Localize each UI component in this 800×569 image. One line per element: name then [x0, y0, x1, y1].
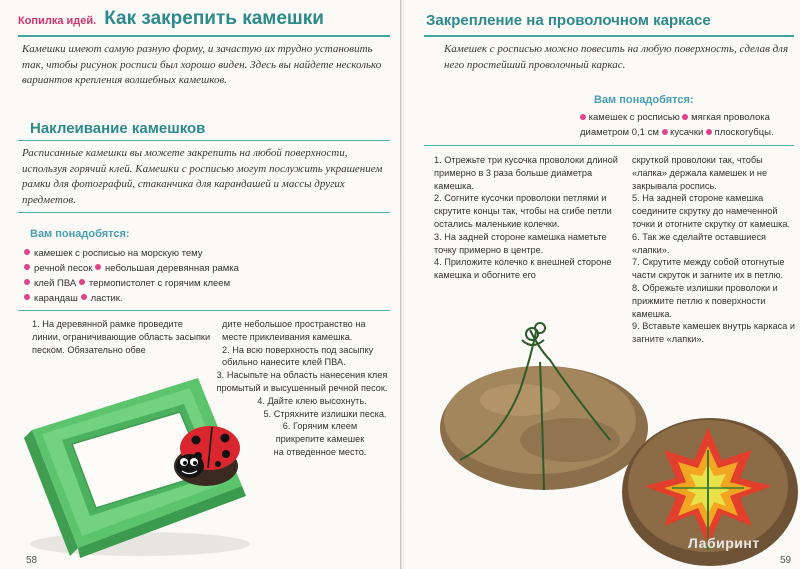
needs-rule: [18, 212, 390, 213]
intro-paragraph: Камешек с росписью можно повесить на любую поверхность, сделав для него простейший проволочный каркас.: [444, 43, 789, 71]
left-header: [18, 8, 324, 30]
step-text: скруткой проволоки так, чтобы «лапка» держала камешек и не закрывала роспись.: [632, 155, 768, 191]
title-rule: [424, 35, 794, 37]
stone-back-wire-icon: [440, 323, 648, 490]
bullet-icon: [79, 279, 85, 285]
step-text: 9. Вставьте камешек внутрь каркаса и загните «лапки».: [632, 321, 796, 345]
page-title: Как закрепить камешки: [104, 8, 324, 29]
bullet-icon: [81, 294, 87, 300]
needs-line: камешек с росписью мягкая проволока: [580, 110, 795, 125]
step-text: 2. На всю поверхность под засыпку обильно нанесите клей ПВА.: [222, 344, 374, 368]
needs-item: клей ПВА термопистолет с горячим клеем: [24, 276, 239, 291]
needs-item: камешек с росписью на морскую тему: [24, 246, 239, 261]
step-text: 3. На задней стороне камешка наметьте точку примерно в центре.: [434, 231, 607, 255]
bullet-icon: [24, 264, 30, 270]
series-label: Копилка идей.: [18, 15, 97, 27]
needs-rule: [424, 145, 794, 146]
steps-rule: [18, 310, 390, 311]
step-text: 1. На деревянной рамке проведите линии, ограничивающие область засыпки песком. Обязательно обве: [32, 319, 211, 355]
step-text: 4. Дайте клею высохнуть.: [257, 395, 367, 406]
needs-title: Вам понадобятся:: [30, 228, 130, 240]
needs-line: диаметром 0,1 см кусачки плоскогубцы.: [580, 127, 774, 138]
page-number: 58: [26, 555, 38, 566]
bullet-icon: [706, 129, 712, 135]
section-intro: Расписанные камешки вы можете закрепить на любой поверхности, используя горячий клей. Камешки с росписью могут послужить украшением рамки для фотографий, стаканчика для карандашей и массы других предметов.: [22, 147, 383, 206]
bullet-icon: [682, 114, 688, 120]
needs-list: [24, 246, 239, 306]
page-number: 59: [780, 555, 792, 566]
watermark-logo: Лабиринт: [688, 535, 760, 551]
right-page: [404, 0, 800, 569]
bullet-icon: [662, 129, 668, 135]
step-text: 1. Отрежьте три кусочка проволоки длиной примерно в 3 раза больше диаметра камешка.: [434, 155, 618, 191]
step-text: дите небольшое пространство на месте приклеивания камешка.: [222, 319, 366, 342]
section-title: Наклеивание камешков: [30, 120, 206, 137]
bullet-icon: [24, 279, 30, 285]
bullet-icon: [24, 294, 30, 300]
step-text: 7. Скрутите между собой отогнутые части скруток и загните их в петлю.: [632, 257, 785, 281]
step-text: 5. Стряхните излишки песка.: [263, 408, 387, 419]
step-text: 3. Насыпьте на область нанесения клея промытый и высушенный речной песок.: [216, 370, 388, 393]
picture-frame-illustration: [20, 368, 255, 560]
step-text: 8. Обрежьте излишки проволоки и прижмите петлю к поверхности камешка.: [632, 282, 778, 319]
bullet-icon: [24, 249, 30, 255]
title-rule: [18, 35, 390, 37]
section-title-wire: Закрепление на проволочном каркасе: [426, 12, 711, 29]
step-text: 4. Приложите колечко к внешней стороне камешка и обогните его: [434, 257, 612, 281]
steps-column-1: [434, 154, 619, 282]
needs-item: речной песок небольшая деревянная рамка: [24, 261, 239, 276]
step-text: 2. Согните кусочки проволоки петлями и скрутите концы так, чтобы на сгибе петли остались маленькие колечки.: [434, 193, 612, 229]
needs-title: Вам понадобятся:: [594, 94, 694, 106]
bullet-icon: [95, 264, 101, 270]
stones-illustration: [440, 300, 800, 569]
needs-list: [580, 110, 795, 140]
step-text: 6. Так же сделайте оставшиеся «лапки».: [632, 231, 767, 255]
needs-item: карандаш ластик.: [24, 291, 239, 306]
intro-paragraph: Камешки имеют самую разную форму, и зачастую их трудно установить так, чтобы рисунок росписи был хорошо виден. Здесь вы найдете несколько вариантов крепления волшебных камешков.: [22, 43, 382, 86]
steps-column-1: [32, 318, 212, 356]
step-text: 6. Горячим клеем прикрепите камешек на отведенное место.: [273, 421, 367, 457]
bullet-icon: [580, 114, 586, 120]
section-rule: [18, 140, 390, 141]
step-text: 5. На задней стороне камешка соедините скрутку до намеченной точки и отогните скрутку от камешка.: [632, 193, 791, 229]
